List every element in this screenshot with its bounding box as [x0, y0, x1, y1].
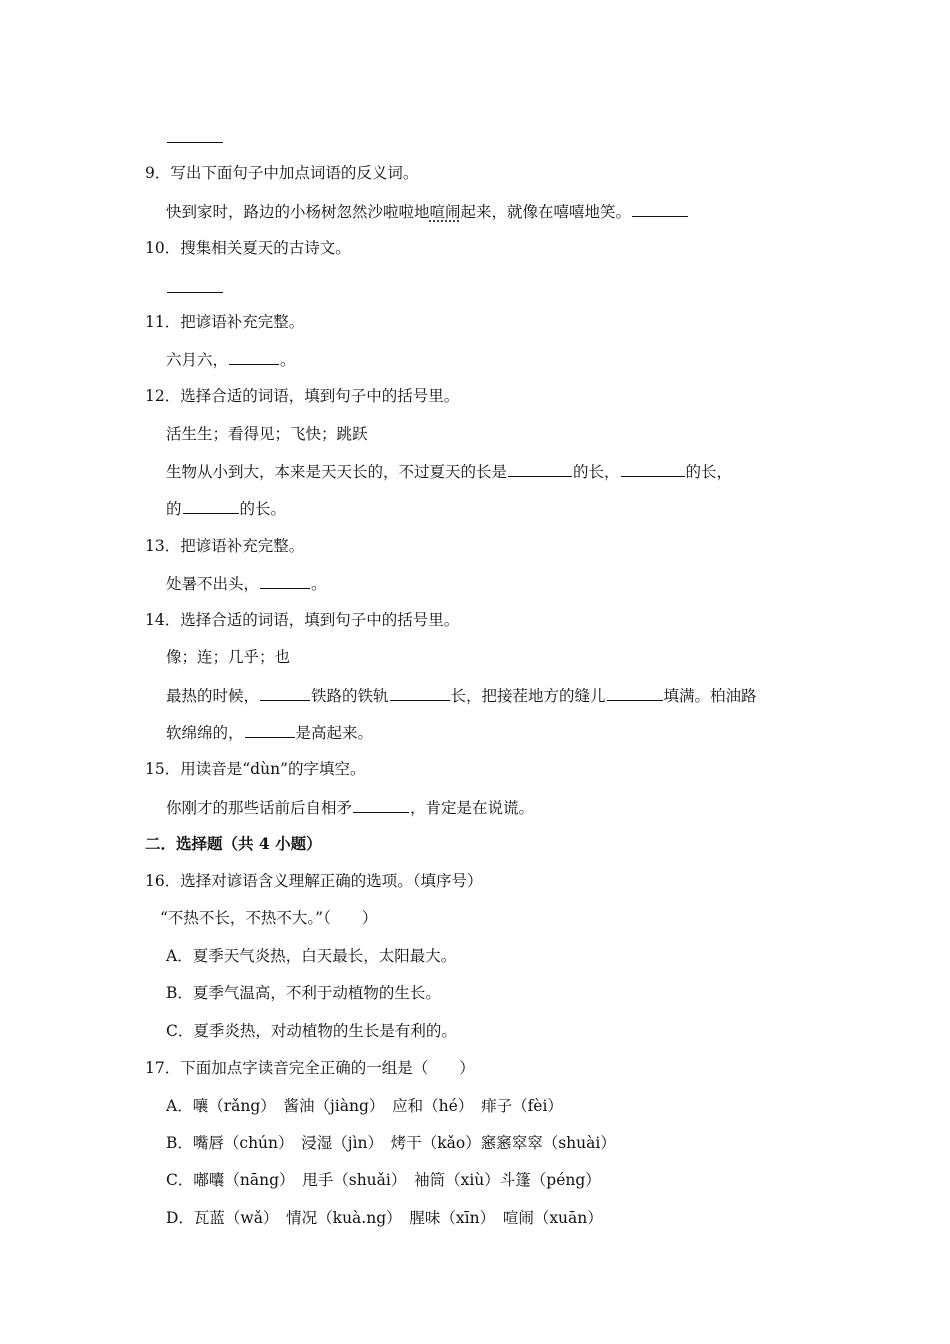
sentence-text: 六月六， — [166, 351, 229, 369]
sentence-text: 最热的时候， — [166, 687, 260, 705]
sentence-text: 的长， — [573, 463, 620, 481]
option-c[interactable]: C．嘟囔（nāng） 甩手（shuǎi） 袖筒（xiù）斗篷（péng） — [166, 1171, 601, 1189]
question-prompt: 选择合适的词语，填到句子中的括号里。 — [180, 387, 460, 405]
sentence-text: 。 — [311, 575, 327, 593]
sentence-text: 是高起来。 — [295, 724, 374, 742]
answer-blank[interactable] — [183, 497, 239, 514]
sentence-text: 快到家时，路边的小杨树忽然沙啦啦地 — [166, 203, 430, 221]
option-a[interactable]: A．夏季天气炎热，白天最长，太阳最大。 — [166, 947, 457, 965]
sentence-text: 的 — [166, 500, 182, 518]
sentence-text: 软绵绵的， — [166, 724, 244, 742]
answer-blank[interactable] — [260, 684, 310, 701]
question-14-sentence-cont — [166, 721, 373, 744]
question-prompt: 下面加点字读音完全正确的一组是（ ） — [180, 1059, 475, 1077]
answer-blank[interactable] — [229, 348, 279, 365]
question-number: 15． — [145, 760, 181, 778]
sentence-text: 铁路的铁轨 — [311, 687, 389, 705]
question-10 — [145, 237, 351, 259]
question-15 — [145, 758, 365, 780]
answer-blank[interactable] — [245, 721, 295, 738]
question-prompt: 用读音是“dùn”的字填空。 — [180, 760, 366, 778]
question-prompt: 把谚语补充完整。 — [180, 537, 305, 555]
answer-blank[interactable] — [621, 460, 685, 477]
sentence-text: 的长。 — [239, 500, 287, 518]
sentence-text: 。 — [280, 351, 296, 369]
option-d[interactable]: D．瓦蓝（wǎ） 情况（kuà.ng） 腥味（xīn） 喧闹（xuān） — [166, 1209, 603, 1227]
answer-blank[interactable] — [632, 200, 688, 217]
option-a[interactable]: A．嚷（rǎng） 酱油（jiàng） 应和（hé） 痱子（fèi） — [166, 1097, 563, 1115]
answer-blank[interactable] — [607, 684, 663, 701]
question-16-quote: “不热不长，不热不大。”（ ） — [160, 909, 378, 927]
option-b[interactable]: B．夏季气温高，不利于动植物的生长。 — [166, 984, 441, 1002]
question-17 — [145, 1057, 475, 1079]
sentence-text: 你刚才的那些话前后自相矛 — [166, 799, 353, 817]
question-9-sentence — [166, 200, 689, 223]
sentence-text: 生物从小到大，本来是天天长的，不过夏天的长是 — [166, 463, 508, 481]
sentence-text: 处暑不出头， — [166, 575, 260, 593]
question-prompt: 选择合适的词语，填到句子中的括号里。 — [180, 611, 460, 629]
question-prompt: 选择对谚语含义理解正确的选项。（填序号） — [180, 872, 483, 890]
option-c[interactable]: C．夏季炎热，对动植物的生长是有利的。 — [166, 1022, 457, 1040]
question-15-line — [166, 796, 534, 819]
question-11 — [145, 311, 304, 333]
question-number: 13． — [145, 537, 181, 555]
question-number: 17． — [145, 1059, 181, 1077]
question-14-options: 像；连；几乎；也 — [166, 648, 291, 666]
question-prompt: 把谚语补充完整。 — [180, 313, 305, 331]
question-11-line — [166, 348, 296, 371]
section-heading: 二．选择题（共 4 小题） — [145, 834, 322, 853]
question-13-line — [166, 572, 327, 595]
question-number: 16． — [145, 872, 181, 890]
question-prompt: 搜集相关夏天的古诗文。 — [180, 239, 351, 257]
question-number: 11． — [145, 313, 181, 331]
question-number: 10． — [145, 239, 181, 257]
option-b[interactable]: B．嘴唇（chún） 浸湿（jìn） 烤干（kǎo）窸窸窣窣（shuài） — [166, 1134, 616, 1152]
question-12-options: 活生生；看得见；飞快；跳跃 — [166, 425, 368, 443]
question-9 — [145, 162, 418, 184]
question-14 — [145, 609, 459, 631]
question-12-sentence — [166, 460, 732, 483]
question-14-sentence — [166, 684, 757, 707]
question-number: 14． — [145, 611, 181, 629]
question-16 — [145, 870, 483, 892]
question-12 — [145, 385, 459, 407]
question-number: 9． — [145, 164, 171, 182]
answer-blank-10[interactable] — [166, 276, 224, 299]
answer-blank-prev[interactable] — [166, 126, 224, 149]
answer-blank[interactable] — [508, 460, 572, 477]
sentence-text: 填满。柏油路 — [663, 687, 757, 705]
answer-blank[interactable] — [260, 572, 310, 589]
dotted-word: 喧闹 — [429, 203, 461, 221]
answer-blank[interactable] — [390, 684, 450, 701]
question-13 — [145, 535, 304, 557]
question-number: 12． — [145, 387, 181, 405]
sentence-text: 长，把接茬地方的缝儿 — [450, 687, 606, 705]
sentence-text: 起来，就像在嘻嘻地笑。 — [460, 203, 632, 221]
question-prompt: 写出下面句子中加点词语的反义词。 — [170, 164, 419, 182]
sentence-text: ，肯定是在说谎。 — [410, 799, 535, 817]
answer-blank[interactable] — [353, 796, 409, 813]
question-12-sentence-cont — [166, 497, 286, 520]
sentence-text: 的长， — [685, 463, 733, 481]
